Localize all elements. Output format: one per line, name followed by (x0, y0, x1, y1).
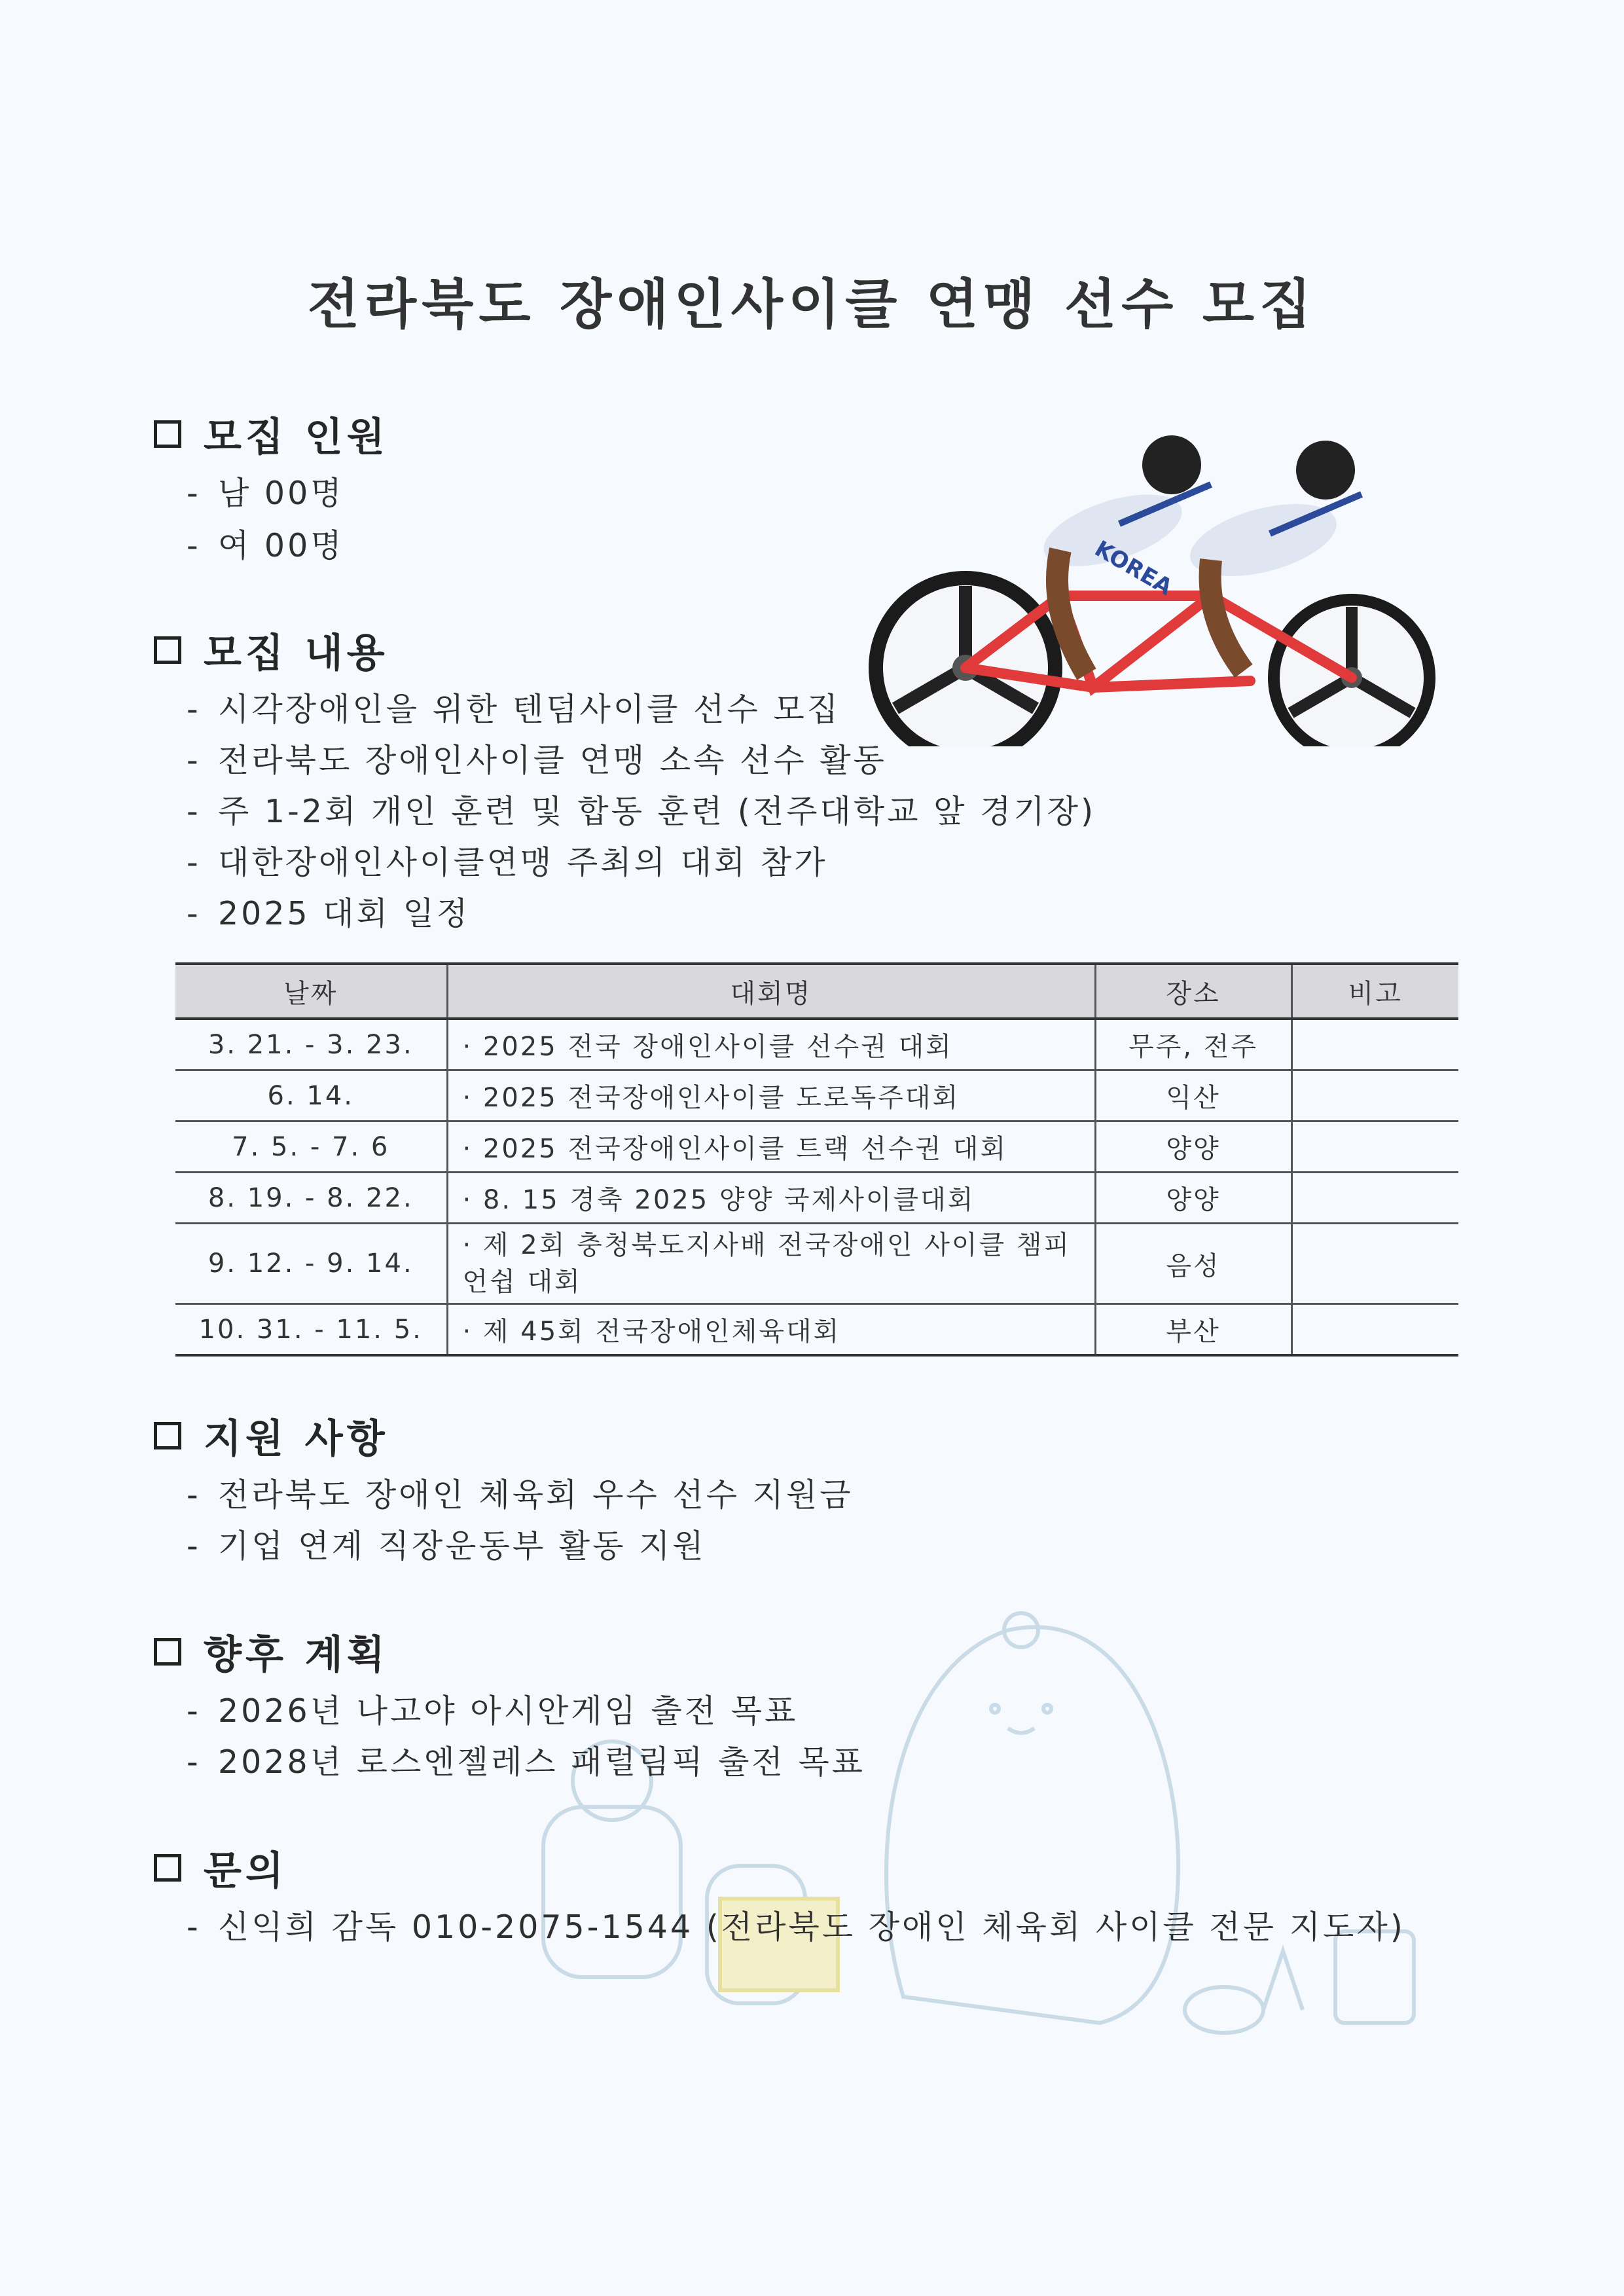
list-item: - 2026년 나고야 아시안게임 출전 목표 (187, 1692, 799, 1730)
event-name-cell: · 2025 전국 장애인사이클 선수권 대회 (447, 1019, 1095, 1070)
list-item: - 전라북도 장애인 체육회 우수 선수 지원금 (187, 1476, 854, 1514)
checkbox-square-icon (154, 1638, 181, 1666)
list-item: - 대한장애인사이클연맹 주최의 대회 참가 (187, 844, 828, 881)
list-item: - 기업 연계 직장운동부 활동 지원 (187, 1527, 706, 1565)
section-heading-recruit-content: 모집 내용 (154, 622, 389, 678)
column-header-name: 대회명 (447, 964, 1095, 1019)
place-cell: 양양 (1095, 1121, 1291, 1173)
event-name-cell: · 2025 전국장애인사이클 트랙 선수권 대회 (447, 1121, 1095, 1173)
note-cell (1291, 1121, 1458, 1173)
tandem-cyclists-image (844, 419, 1473, 746)
note-cell (1291, 1173, 1458, 1224)
list-item: - 주 1-2회 개인 훈련 및 합동 훈련 (전주대학교 앞 경기장) (187, 793, 1096, 830)
note-cell (1291, 1070, 1458, 1121)
table-row (175, 1224, 1458, 1304)
list-item: - 남 00명 (187, 475, 344, 512)
list-item: - 신익희 감독 010-2075-1544 (전라북도 장애인 체육회 사이클 전문 지도자) (187, 1908, 1405, 1946)
list-item: - 전라북도 장애인사이클 연맹 소속 선수 활동 (187, 742, 887, 779)
table-header-row (175, 964, 1458, 1019)
date-cell: 3. 21. - 3. 23. (175, 1019, 447, 1070)
column-header-date: 날짜 (175, 964, 447, 1019)
place-cell: 양양 (1095, 1173, 1291, 1224)
column-header-place: 장소 (1095, 964, 1291, 1019)
checkbox-square-icon (154, 1422, 181, 1449)
section-heading-contact: 문의 (154, 1840, 287, 1896)
checkbox-square-icon (154, 1854, 181, 1882)
list-item: - 여 00명 (187, 527, 344, 564)
note-cell (1291, 1019, 1458, 1070)
table-row (175, 1121, 1458, 1173)
column-header-note: 비고 (1291, 964, 1458, 1019)
jersey-text: KOREA (1090, 536, 1177, 601)
checkbox-square-icon (154, 636, 181, 664)
date-cell: 7. 5. - 7. 6 (175, 1121, 447, 1173)
date-cell: 10. 31. - 11. 5. (175, 1304, 447, 1356)
table-row (175, 1173, 1458, 1224)
checkbox-square-icon (154, 420, 181, 448)
list-item: - 시각장애인을 위한 텐덤사이클 선수 모집 (187, 691, 840, 728)
place-cell: 부산 (1095, 1304, 1291, 1356)
note-cell (1291, 1224, 1458, 1304)
place-cell: 무주, 전주 (1095, 1019, 1291, 1070)
table-row (175, 1304, 1458, 1356)
mascot-illustration (524, 1591, 1460, 2062)
place-cell: 음성 (1095, 1224, 1291, 1304)
table-row (175, 1070, 1458, 1121)
schedule-table (175, 962, 1458, 1357)
date-cell: 8. 19. - 8. 22. (175, 1173, 447, 1224)
list-item: - 2028년 로스엔젤레스 패럴림픽 출전 목표 (187, 1743, 866, 1781)
event-name-cell: · 2025 전국장애인사이클 도로독주대회 (447, 1070, 1095, 1121)
place-cell: 익산 (1095, 1070, 1291, 1121)
date-cell: 6. 14. (175, 1070, 447, 1121)
table-row (175, 1019, 1458, 1070)
event-name-cell: · 제 2회 충청북도지사배 전국장애인 사이클 챔피언쉽 대회 (447, 1224, 1095, 1304)
note-cell (1291, 1304, 1458, 1356)
event-name-cell: · 제 45회 전국장애인체육대회 (447, 1304, 1095, 1356)
date-cell: 9. 12. - 9. 14. (175, 1224, 447, 1304)
section-heading-plan: 향후 계획 (154, 1624, 389, 1680)
section-heading-recruit-count: 모집 인원 (154, 406, 389, 462)
list-item: - 2025 대회 일정 (187, 895, 471, 932)
section-heading-support: 지원 사항 (154, 1408, 389, 1464)
event-name-cell: · 8. 15 경축 2025 양양 국제사이클대회 (447, 1173, 1095, 1224)
page-title: 전라북도 장애인사이클 연맹 선수 모집 (307, 274, 1317, 336)
